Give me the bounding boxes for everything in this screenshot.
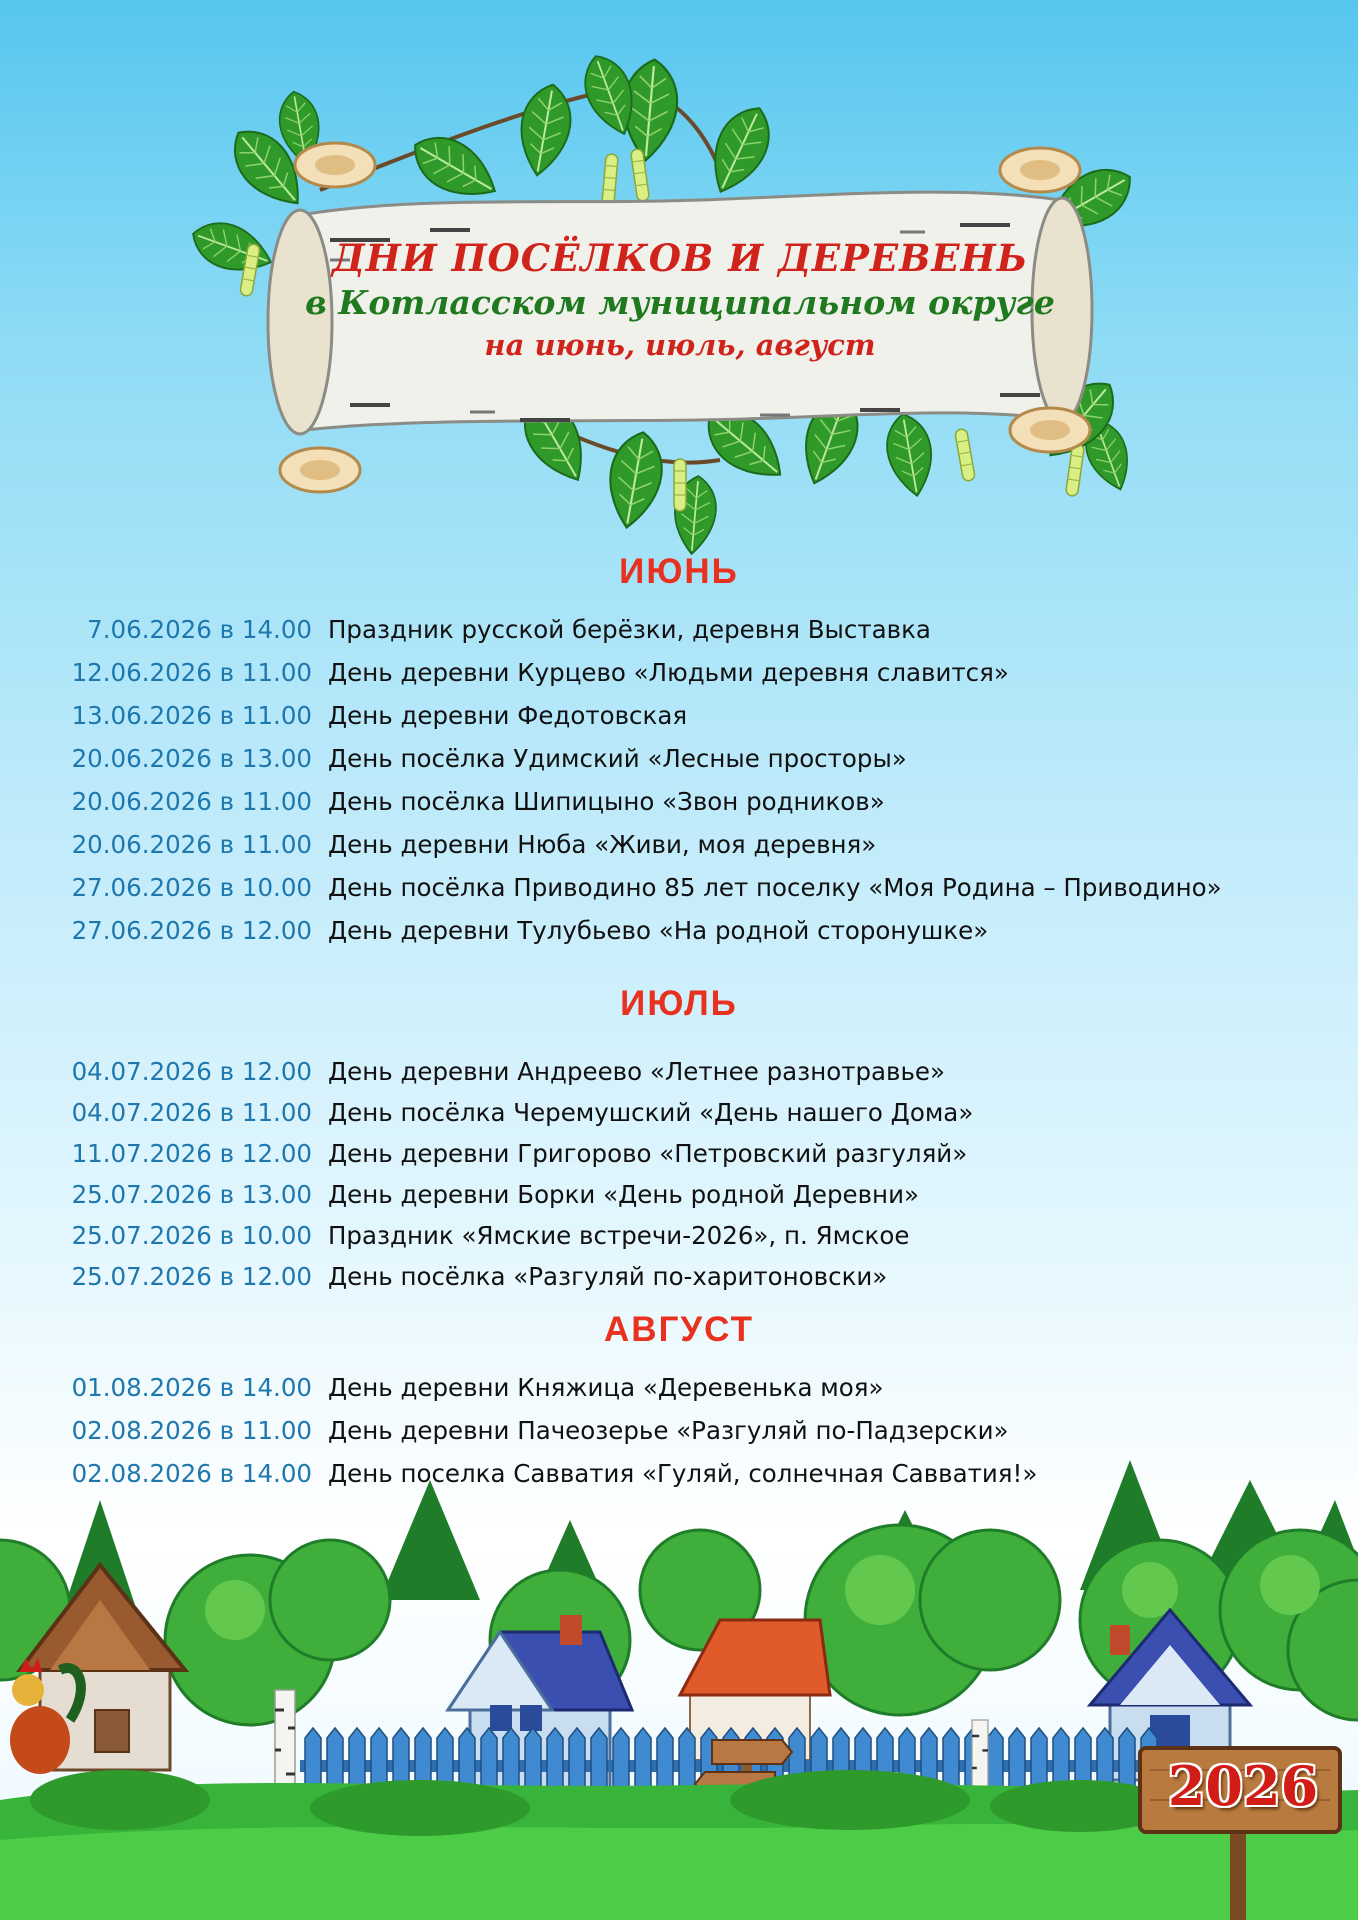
month-heading-august: АВГУСТ xyxy=(604,1310,754,1349)
event-row xyxy=(0,1173,1358,1214)
event-date: 11.07.2026 в 12.00 xyxy=(71,1139,312,1168)
event-date: 25.07.2026 в 12.00 xyxy=(71,1262,312,1291)
event-date: 04.07.2026 в 12.00 xyxy=(71,1057,312,1086)
event-date: 7.06.2026 в 14.00 xyxy=(87,615,312,644)
event-title: День деревни Федотовская xyxy=(328,701,688,730)
banner-subheading-district: в Котласском муниципальном округе xyxy=(305,283,1055,322)
event-row xyxy=(0,1409,1358,1452)
banner-heading: ДНИ ПОСЁЛКОВ И ДЕРЕВЕНЬ xyxy=(331,236,1029,280)
event-date: 20.06.2026 в 11.00 xyxy=(71,830,312,859)
event-date: 25.07.2026 в 10.00 xyxy=(71,1221,312,1250)
event-title: День посёлка Черемушский «День нашего Дома» xyxy=(328,1098,974,1127)
event-date: 27.06.2026 в 10.00 xyxy=(71,873,312,902)
year-sign: 2026 xyxy=(1167,1754,1319,1818)
event-title: День деревни Григорово «Петровский разгуляй» xyxy=(328,1139,968,1168)
event-date: 20.06.2026 в 13.00 xyxy=(71,744,312,773)
village-landscape xyxy=(0,1460,1358,1920)
event-date: 04.07.2026 в 11.00 xyxy=(71,1098,312,1127)
event-row xyxy=(0,737,1358,780)
month-heading-june: ИЮНЬ xyxy=(619,552,739,591)
event-row xyxy=(0,1091,1358,1132)
event-title: День деревни Нюба «Живи, моя деревня» xyxy=(328,830,877,859)
banner-subheading-months: на июнь, июль, август xyxy=(484,328,876,362)
event-title: День посёлка Приводино 85 лет поселку «Моя Родина – Приводино» xyxy=(328,873,1222,902)
event-date: 02.08.2026 в 11.00 xyxy=(71,1416,312,1445)
events-june xyxy=(0,608,1358,952)
events-august xyxy=(0,1366,1358,1495)
event-date: 12.06.2026 в 11.00 xyxy=(71,658,312,687)
event-date: 20.06.2026 в 11.00 xyxy=(71,787,312,816)
event-title: День деревни Борки «День родной Деревни» xyxy=(328,1180,919,1209)
event-title: День деревни Княжица «Деревенька моя» xyxy=(328,1373,884,1402)
event-row xyxy=(0,608,1358,651)
event-title: День поселка Савватия «Гуляй, солнечная Савватия!» xyxy=(328,1459,1038,1488)
events-july xyxy=(0,1050,1358,1296)
event-row xyxy=(0,1132,1358,1173)
month-heading-july: ИЮЛЬ xyxy=(620,984,738,1023)
event-date: 01.08.2026 в 14.00 xyxy=(71,1373,312,1402)
event-row xyxy=(0,1255,1358,1296)
event-row xyxy=(0,651,1358,694)
event-title: День посёлка Шипицыно «Звон родников» xyxy=(328,787,885,816)
event-date: 27.06.2026 в 12.00 xyxy=(71,916,312,945)
event-title: День посёлка «Разгуляй по-харитоновски» xyxy=(328,1262,888,1291)
event-row xyxy=(0,1452,1358,1495)
event-row xyxy=(0,1366,1358,1409)
event-row xyxy=(0,694,1358,737)
event-date: 02.08.2026 в 14.00 xyxy=(71,1459,312,1488)
event-row xyxy=(0,823,1358,866)
event-row xyxy=(0,780,1358,823)
event-title: День деревни Тулубьево «На родной сторонушке» xyxy=(328,916,989,945)
event-row xyxy=(0,909,1358,952)
banner-title xyxy=(290,235,1070,365)
event-title: День деревни Пачеозерье «Разгуляй по-Падзерски» xyxy=(328,1416,1009,1445)
event-date: 13.06.2026 в 11.00 xyxy=(71,701,312,730)
event-title: Праздник «Ямские встречи-2026», п. Ямское xyxy=(328,1221,910,1250)
event-row xyxy=(0,1214,1358,1255)
event-title: День посёлка Удимский «Лесные просторы» xyxy=(328,744,907,773)
event-row xyxy=(0,1050,1358,1091)
event-row xyxy=(0,866,1358,909)
event-date: 25.07.2026 в 13.00 xyxy=(71,1180,312,1209)
event-title: Праздник русской берёзки, деревня Выставка xyxy=(328,615,931,644)
event-title: День деревни Андреево «Летнее разнотравье» xyxy=(328,1057,945,1086)
event-title: День деревни Курцево «Людьми деревня славится» xyxy=(328,658,1009,687)
